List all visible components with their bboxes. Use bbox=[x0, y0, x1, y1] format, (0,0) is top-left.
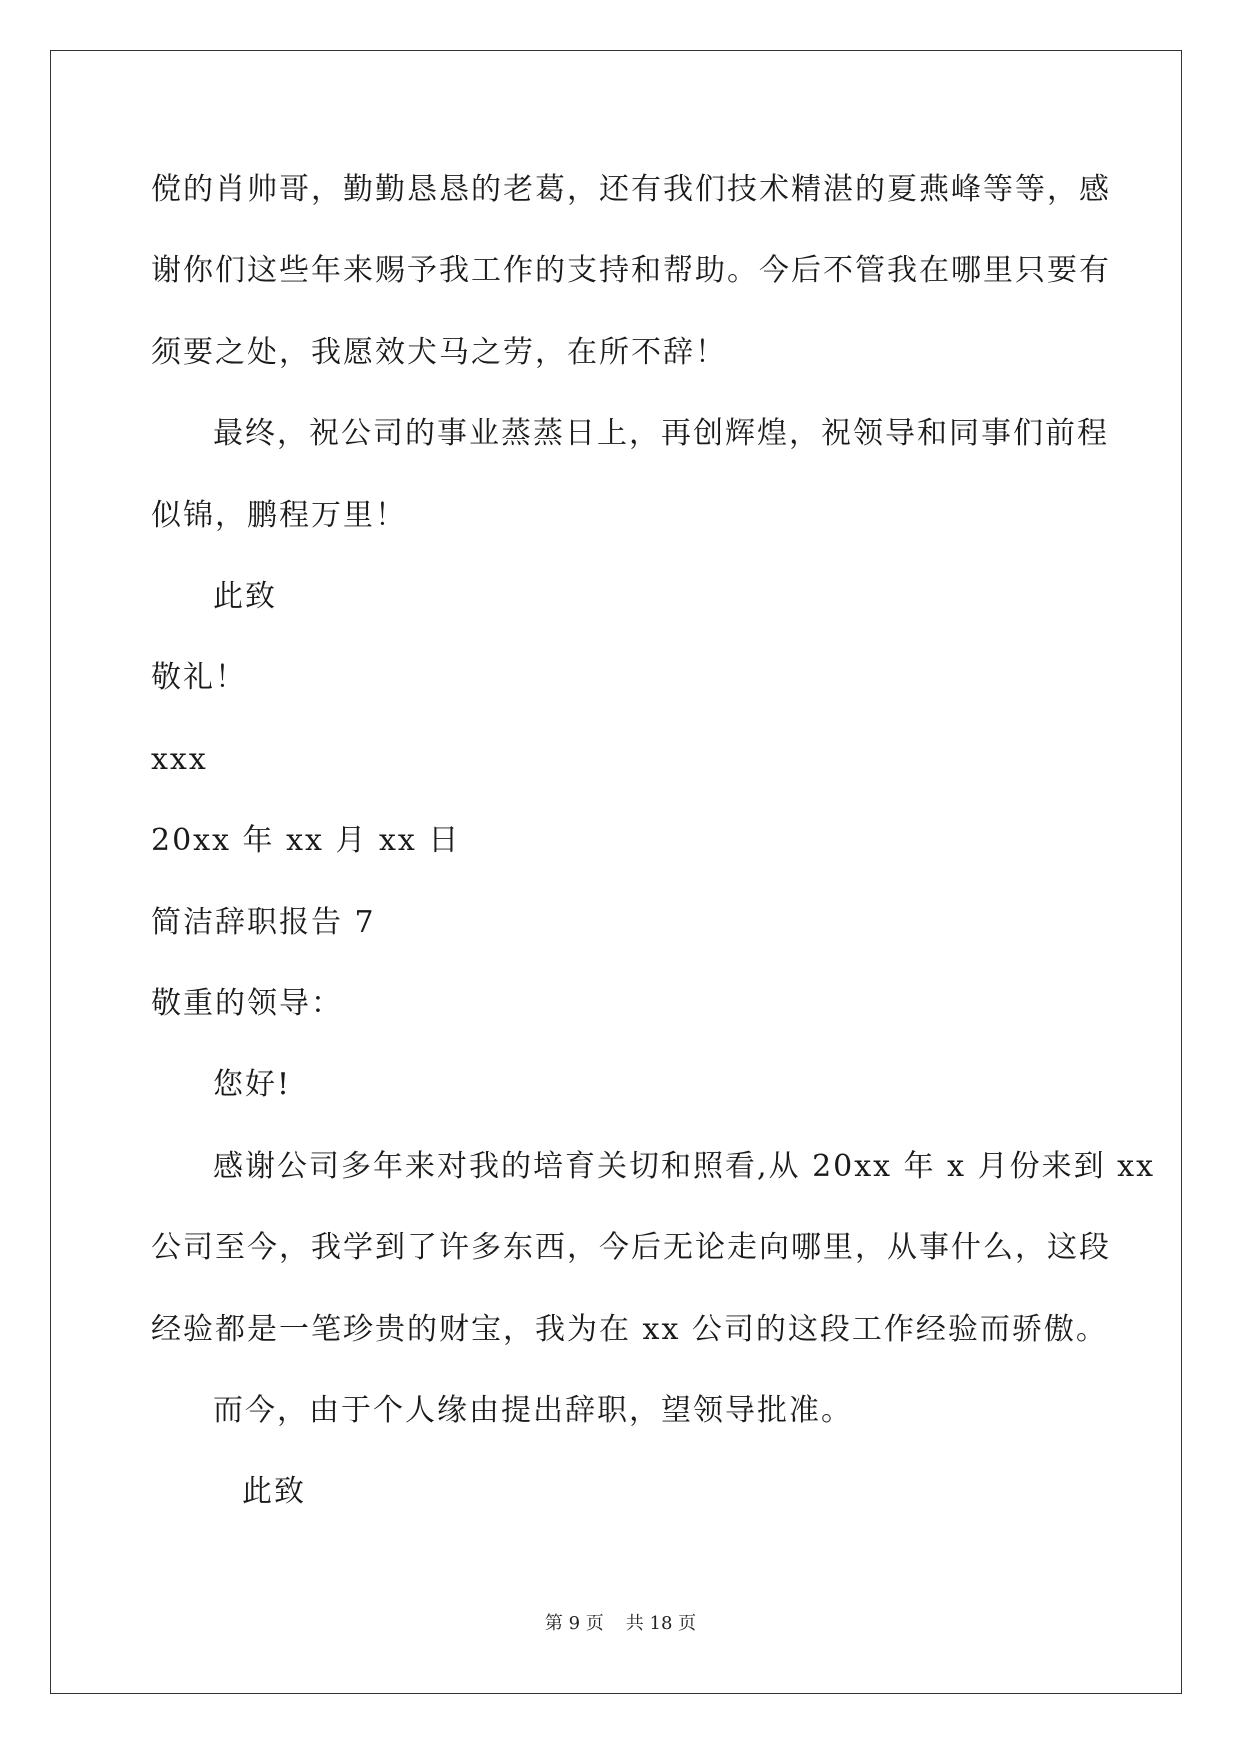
closing-line-2: 此致 bbox=[242, 1474, 306, 1509]
page-number: 第 9 页 bbox=[544, 1613, 604, 1634]
body-line-4: 最终，祝公司的事业蒸蒸日上，再创辉煌，祝领导和同事们前程 bbox=[213, 416, 1109, 451]
body-line-3: 须要之处，我愿效犬马之劳，在所不辞！ bbox=[151, 335, 727, 370]
body-line-2: 谢你们这些年来赐予我工作的支持和帮助。今后不管我在哪里只要有 bbox=[151, 253, 1111, 288]
section-title: 简洁辞职报告 7 bbox=[151, 905, 376, 940]
page-footer bbox=[0, 1612, 1241, 1636]
greeting-line: 敬重的领导： bbox=[151, 986, 343, 1021]
body-line-5: 似锦，鹏程万里！ bbox=[151, 498, 407, 533]
signature-name: xxx bbox=[151, 742, 208, 777]
body-line-9: 而今，由于个人缘由提出辞职，望领导批准。 bbox=[213, 1393, 853, 1428]
body-line-6: 感谢公司多年来对我的培育关切和照看,从 20xx 年 x 月份来到 xx bbox=[213, 1149, 1155, 1184]
signature-date: 20xx 年 xx 月 xx 日 bbox=[151, 823, 461, 858]
closing-line-1: 此致 bbox=[213, 579, 277, 614]
page-border bbox=[50, 50, 1182, 1694]
body-line-7: 公司至今，我学到了许多东西，今后无论走向哪里，从事什么，这段 bbox=[151, 1230, 1111, 1265]
body-line-8: 经验都是一笔珍贵的财宝，我为在 xx 公司的这段工作经验而骄傲。 bbox=[151, 1312, 1108, 1347]
page-total: 共 18 页 bbox=[625, 1613, 697, 1634]
hello-line: 您好! bbox=[213, 1067, 292, 1102]
salutation-line-1: 敬礼！ bbox=[151, 660, 247, 695]
body-line-1: 傥的肖帅哥，勤勤恳恳的老葛，还有我们技术精湛的夏燕峰等等，感 bbox=[151, 172, 1111, 207]
